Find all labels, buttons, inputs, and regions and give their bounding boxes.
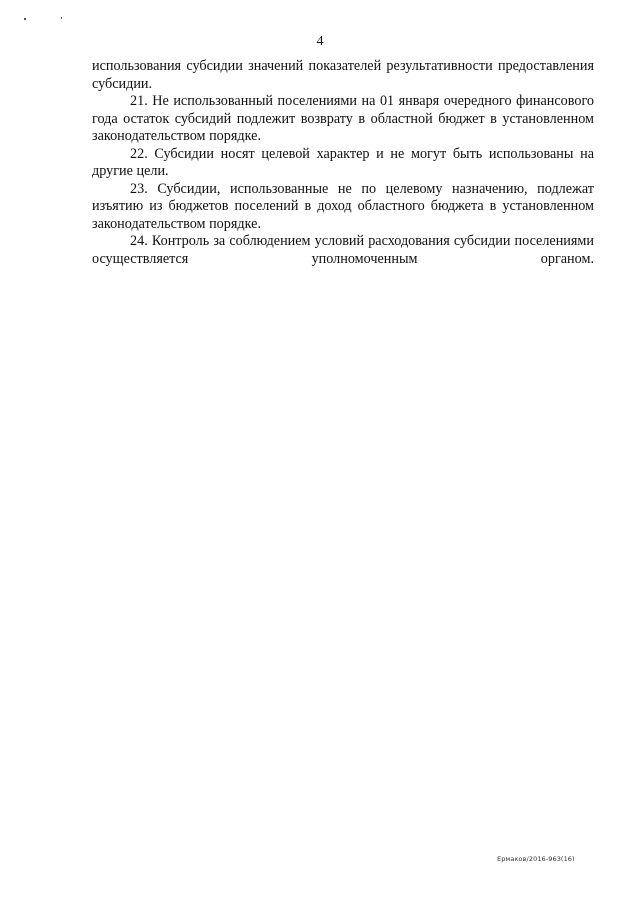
scan-speck [61,17,62,19]
scan-speck [24,18,26,20]
paragraph-24: 24. Контроль за соблюдением условий расходования субсидии поселениями осуществляется уполномоченным органом. [92,233,594,267]
paragraph-continuation: использования субсидии значений показателей результативности предоставления субсидии. [92,58,594,92]
paragraph-22: 22. Субсидии носят целевой характер и не могут быть использованы на другие цели. [92,145,594,179]
paragraph-23: 23. Субсидии, использованные не по целевому назначению, подлежат изъятию из бюджетов поселений в доход областного бюджета в установленном законодательством порядке. [92,180,594,232]
paragraph-21: 21. Не использованный поселениями на 01 января очередного финансового года остаток субсидий подлежит возврату в областной бюджет в установленном законодательством порядке. [92,93,594,144]
body-text [92,58,594,268]
document-reference-id: Ермаков/2016-963(16) [497,855,575,863]
page-number: 4 [316,34,324,49]
